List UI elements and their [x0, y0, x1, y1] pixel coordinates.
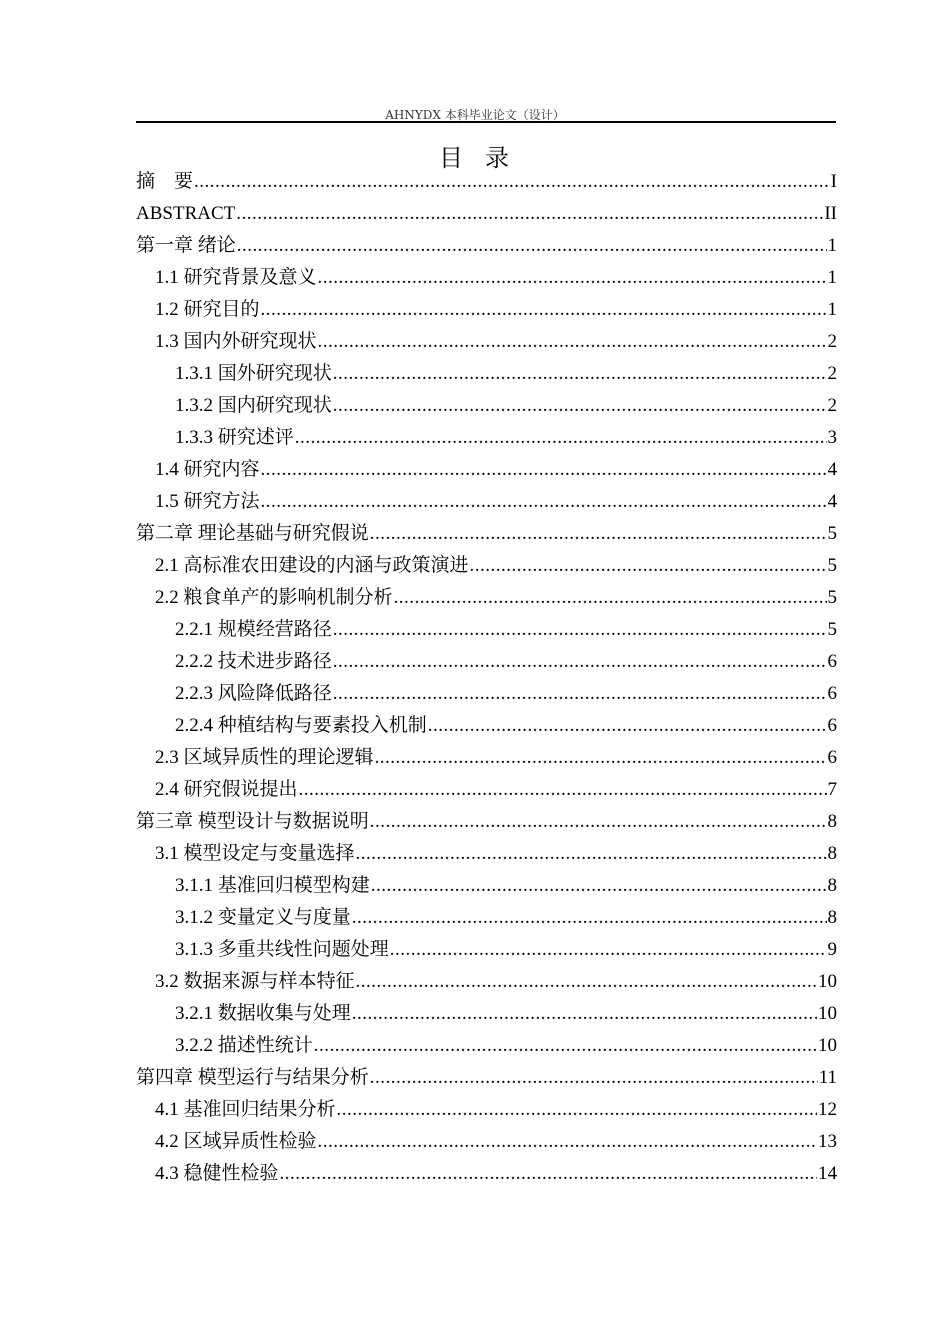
toc-dot-leader [194, 166, 830, 198]
toc-title: 目录 [439, 144, 531, 172]
toc-entry-page-number: 5 [827, 619, 837, 640]
toc-entry-page-number: 8 [827, 843, 837, 864]
toc-entry[interactable] [136, 486, 837, 518]
toc-entry-page-number: 3 [827, 427, 837, 448]
toc-entry[interactable] [136, 1094, 837, 1126]
toc-entry-page-number: 7 [827, 779, 837, 800]
toc-entry-label: 第二章 理论基础与研究假说 [136, 523, 369, 544]
header-rule [136, 121, 836, 123]
toc-dot-leader [356, 966, 817, 998]
toc-entry[interactable] [136, 518, 837, 550]
toc-entry[interactable] [136, 934, 837, 966]
toc-entry-label: 1.1 研究背景及意义 [155, 267, 317, 288]
toc-entry[interactable] [136, 678, 837, 710]
toc-dot-leader [318, 326, 827, 358]
toc-entry-page-number: 5 [827, 555, 837, 576]
toc-entry-label: 3.1.2 变量定义与度量 [175, 907, 351, 928]
toc-entry-page-number: 8 [827, 907, 837, 928]
toc-dot-leader [428, 710, 827, 742]
toc-entry-page-number: 10 [818, 1035, 837, 1056]
toc-dot-leader [394, 582, 827, 614]
toc-entry-page-number: 2 [827, 331, 837, 352]
toc-entry-label: 3.2.2 描述性统计 [175, 1035, 313, 1056]
toc-entry[interactable] [136, 294, 837, 326]
toc-entry-page-number: 6 [827, 747, 837, 768]
toc-entry-page-number: 1 [827, 267, 837, 288]
toc-entry-label: 第四章 模型运行与结果分析 [136, 1067, 369, 1088]
toc-entry[interactable] [136, 166, 837, 198]
toc-dot-leader [352, 902, 827, 934]
toc-entry[interactable] [136, 1062, 837, 1094]
toc-entry[interactable] [136, 742, 837, 774]
toc-entry[interactable] [136, 262, 837, 294]
toc-entry[interactable] [136, 902, 837, 934]
toc-dot-leader [333, 390, 827, 422]
toc-entry-label: 3.1 模型设定与变量选择 [155, 843, 355, 864]
toc-entry-page-number: II [824, 203, 837, 224]
toc-entry[interactable] [136, 870, 837, 902]
toc-entry-page-number: 13 [818, 1131, 837, 1152]
toc-dot-leader [470, 550, 827, 582]
toc-entry-label: 2.4 研究假说提出 [155, 779, 298, 800]
toc-dot-leader [314, 1030, 817, 1062]
toc-entry-label: 2.3 区域异质性的理论逻辑 [155, 747, 374, 768]
toc-dot-leader [261, 294, 827, 326]
toc-entry[interactable] [136, 646, 837, 678]
toc-entry-label: 3.1.1 基准回归模型构建 [175, 875, 370, 896]
toc-entry-page-number: I [830, 171, 837, 192]
toc-entry-label: 2.2.4 种植结构与要素投入机制 [175, 715, 427, 736]
toc-dot-leader [390, 934, 827, 966]
toc-entry-page-number: 5 [827, 587, 837, 608]
toc-entry[interactable] [136, 806, 837, 838]
toc-dot-leader [371, 870, 827, 902]
toc-entry[interactable] [136, 454, 837, 486]
toc-entry-page-number: 10 [818, 971, 837, 992]
toc-dot-leader [280, 1158, 817, 1190]
toc-entry-page-number: 6 [827, 683, 837, 704]
toc-dot-leader [295, 422, 827, 454]
toc-dot-leader [333, 646, 827, 678]
toc-entry-page-number: 5 [827, 523, 837, 544]
toc-entry-label: 4.3 稳健性检验 [155, 1163, 279, 1184]
toc-entry-page-number: 11 [818, 1067, 837, 1088]
table-of-contents [136, 166, 837, 1190]
toc-entry[interactable] [136, 1126, 837, 1158]
toc-entry-label: 2.2.1 规模经营路径 [175, 619, 332, 640]
toc-entry[interactable] [136, 1030, 837, 1062]
toc-entry-page-number: 8 [827, 875, 837, 896]
toc-dot-leader [299, 774, 827, 806]
toc-dot-leader [337, 1094, 817, 1126]
toc-entry-label: 4.2 区域异质性检验 [155, 1131, 317, 1152]
toc-entry-label: 1.3.1 国外研究现状 [175, 363, 332, 384]
toc-dot-leader [237, 230, 827, 262]
toc-entry-label: 第三章 模型设计与数据说明 [136, 811, 369, 832]
toc-dot-leader [333, 678, 827, 710]
toc-entry-page-number: 2 [827, 363, 837, 384]
toc-entry-label: 摘 要 [136, 171, 194, 192]
toc-entry-page-number: 2 [827, 395, 837, 416]
toc-entry-label: 2.1 高标准农田建设的内涵与政策演进 [155, 555, 469, 576]
toc-entry-label: ABSTRACT [136, 203, 236, 224]
toc-entry[interactable] [136, 198, 837, 230]
toc-entry-label: 2.2.3 风险降低路径 [175, 683, 332, 704]
toc-entry[interactable] [136, 582, 837, 614]
toc-entry[interactable] [136, 838, 837, 870]
toc-entry-page-number: 4 [827, 459, 837, 480]
toc-entry-label: 1.3 国内外研究现状 [155, 331, 317, 352]
toc-entry-page-number: 12 [818, 1099, 837, 1120]
toc-entry-label: 3.2 数据来源与样本特征 [155, 971, 355, 992]
toc-dot-leader [261, 454, 827, 486]
toc-entry-page-number: 10 [818, 1003, 837, 1024]
toc-dot-leader [370, 806, 827, 838]
toc-entry-page-number: 6 [827, 715, 837, 736]
toc-entry[interactable] [136, 614, 837, 646]
toc-entry-label: 1.4 研究内容 [155, 459, 260, 480]
toc-entry[interactable] [136, 966, 837, 998]
toc-entry-page-number: 6 [827, 651, 837, 672]
toc-entry-page-number: 8 [827, 811, 837, 832]
toc-entry-page-number: 1 [827, 235, 837, 256]
toc-entry-label: 3.1.3 多重共线性问题处理 [175, 939, 389, 960]
toc-dot-leader [261, 486, 827, 518]
toc-entry[interactable] [136, 230, 837, 262]
toc-entry-label: 2.2 粮食单产的影响机制分析 [155, 587, 393, 608]
toc-entry-label: 4.1 基准回归结果分析 [155, 1099, 336, 1120]
toc-entry-page-number: 4 [827, 491, 837, 512]
toc-dot-leader [318, 262, 827, 294]
toc-entry[interactable] [136, 998, 837, 1030]
toc-entry[interactable] [136, 1158, 837, 1190]
toc-entry-label: 1.3.3 研究述评 [175, 427, 294, 448]
toc-entry-page-number: 1 [827, 299, 837, 320]
toc-entry[interactable] [136, 326, 837, 358]
toc-entry-label: 2.2.2 技术进步路径 [175, 651, 332, 672]
toc-dot-leader [370, 518, 827, 550]
toc-dot-leader [375, 742, 827, 774]
toc-dot-leader [236, 198, 823, 230]
toc-dot-leader [333, 614, 827, 646]
running-header: AHNYDX 本科毕业论文（设计） [385, 108, 565, 122]
toc-entry-page-number: 9 [827, 939, 837, 960]
toc-entry[interactable] [136, 358, 837, 390]
toc-dot-leader [333, 358, 827, 390]
toc-entry[interactable] [136, 550, 837, 582]
toc-entry-label: 第一章 绪论 [136, 235, 236, 256]
toc-entry[interactable] [136, 774, 837, 806]
toc-entry-label: 1.3.2 国内研究现状 [175, 395, 332, 416]
toc-entry[interactable] [136, 710, 837, 742]
toc-dot-leader [370, 1062, 818, 1094]
toc-entry-page-number: 14 [818, 1163, 837, 1184]
toc-entry[interactable] [136, 390, 837, 422]
toc-entry-label: 1.5 研究方法 [155, 491, 260, 512]
toc-entry[interactable] [136, 422, 837, 454]
toc-dot-leader [356, 838, 827, 870]
toc-entry-label: 3.2.1 数据收集与处理 [175, 1003, 351, 1024]
toc-dot-leader [318, 1126, 817, 1158]
toc-dot-leader [352, 998, 817, 1030]
toc-entry-label: 1.2 研究目的 [155, 299, 260, 320]
